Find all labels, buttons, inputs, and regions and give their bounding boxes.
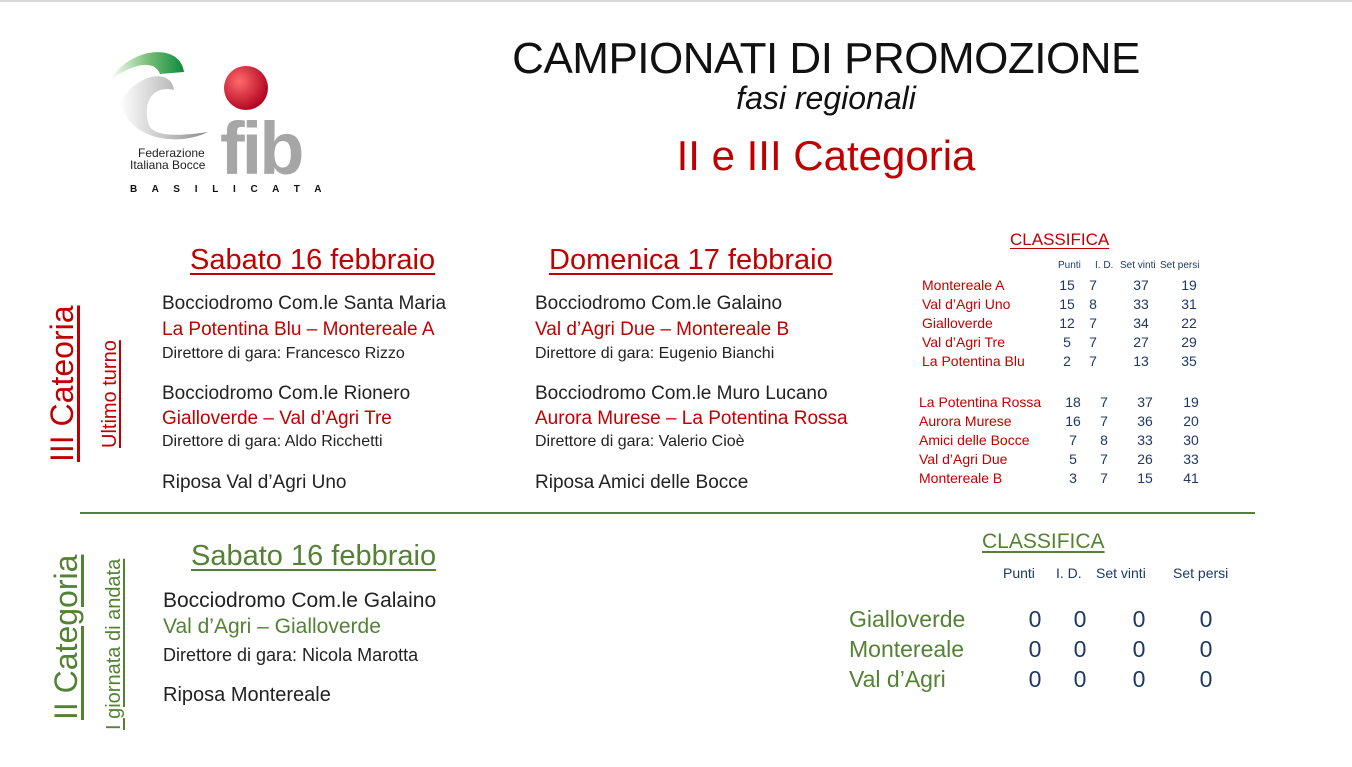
standings-row — [919, 413, 1209, 432]
section2-hdr-persi: Set persi — [1173, 565, 1229, 581]
section3-hdr-id: I. D. — [1095, 260, 1114, 271]
sat-director-2: Direttore di gara: Aldo Ricchetti — [162, 433, 383, 450]
standings-row — [849, 666, 1229, 696]
logo-line2: Italiana Bocce — [130, 158, 206, 172]
standings-row — [919, 394, 1209, 413]
stat-persi: 0 — [1199, 636, 1213, 662]
stat-id: 7 — [1089, 334, 1097, 350]
team-name: La Potentina Rossa — [919, 394, 1042, 410]
stat-punti: 18 — [1065, 394, 1081, 410]
stat-punti: 15 — [1059, 296, 1075, 312]
stat-vinti: 33 — [1133, 296, 1149, 312]
sun-match-2: Aurora Murese – La Potentina Rossa — [535, 408, 848, 429]
stat-persi: 19 — [1181, 277, 1197, 293]
stat-id: 7 — [1100, 413, 1108, 429]
sat-director-1: Direttore di gara: Francesco Rizzo — [162, 345, 405, 362]
section3-vertical-sub: Ultimo turno — [99, 340, 121, 448]
team-name: Amici delle Bocce — [919, 432, 1030, 448]
stat-vinti: 0 — [1132, 606, 1146, 632]
section3-standings-title: CLASSIFICA — [1010, 230, 1110, 249]
stat-persi: 35 — [1181, 353, 1197, 369]
stat-id: 8 — [1100, 432, 1108, 448]
sat-venue-2: Bocciodromo Com.le Rionero — [162, 383, 411, 404]
sat-venue-1: Bocciodromo Com.le Santa Maria — [162, 293, 447, 314]
stat-punti: 0 — [1028, 606, 1042, 632]
section3-hdr-persi: Set persi — [1160, 260, 1200, 271]
stat-vinti: 37 — [1137, 394, 1153, 410]
section2-hdr-vinti: Set vinti — [1096, 565, 1146, 581]
team-name: Montereale B — [919, 470, 1003, 486]
section2-hdr-punti: Punti — [1003, 565, 1035, 581]
stat-punti: 12 — [1059, 315, 1075, 331]
stat-vinti: 0 — [1132, 666, 1146, 692]
team-name: Aurora Murese — [919, 413, 1012, 429]
section3-hdr-punti: Punti — [1058, 260, 1081, 271]
s2-match: Val d’Agri – Gialloverde — [163, 615, 381, 638]
team-name: La Potentina Blu — [922, 353, 1025, 369]
section2-vertical-label: II Categoria — [48, 554, 84, 720]
sun-director-2: Direttore di gara: Valerio Cioè — [535, 433, 745, 450]
stat-punti: 0 — [1028, 636, 1042, 662]
logo-line1: Federazione — [138, 146, 205, 160]
sat-rest: Riposa Val d’Agri Uno — [162, 472, 347, 493]
standings-row — [922, 277, 1212, 296]
team-name: Montereale A — [922, 277, 1005, 293]
stat-persi: 0 — [1199, 606, 1213, 632]
s2-venue: Bocciodromo Com.le Galaino — [163, 589, 437, 612]
standings-row — [849, 636, 1229, 666]
svg-text:fib: fib — [220, 107, 302, 190]
sat-match-1: La Potentina Blu – Montereale A — [162, 319, 435, 340]
sat-match-2: Gialloverde – Val d’Agri Tre — [162, 408, 392, 429]
team-name: Val d’Agri Tre — [922, 334, 1005, 350]
stat-id: 7 — [1100, 451, 1108, 467]
stat-vinti: 26 — [1137, 451, 1153, 467]
team-name: Gialloverde — [849, 606, 966, 632]
stat-id: 0 — [1073, 606, 1087, 632]
stat-vinti: 36 — [1137, 413, 1153, 429]
stat-persi: 20 — [1183, 413, 1199, 429]
stat-punti: 3 — [1069, 470, 1077, 486]
stat-vinti: 13 — [1133, 353, 1149, 369]
page-subtitle: fasi regionali — [736, 80, 916, 116]
stat-vinti: 37 — [1133, 277, 1149, 293]
stat-vinti: 33 — [1137, 432, 1153, 448]
sun-venue-2: Bocciodromo Com.le Muro Lucano — [535, 383, 828, 404]
stat-vinti: 34 — [1133, 315, 1149, 331]
standings-row — [922, 315, 1212, 334]
standings-row — [849, 606, 1229, 636]
stat-vinti: 15 — [1137, 470, 1153, 486]
team-name: Gialloverde — [922, 315, 993, 331]
s2-rest: Riposa Montereale — [163, 684, 331, 706]
stat-punti: 15 — [1059, 277, 1075, 293]
sun-director-1: Direttore di gara: Eugenio Bianchi — [535, 345, 775, 362]
standings-row — [922, 296, 1212, 315]
team-name: Val d’Agri Due — [919, 451, 1008, 467]
logo-region: B A S I L I C A T A — [130, 184, 328, 195]
stat-id: 8 — [1089, 296, 1097, 312]
sun-rest: Riposa Amici delle Bocce — [535, 472, 749, 493]
sat-day-heading: Sabato 16 febbraio — [190, 244, 436, 276]
stat-persi: 29 — [1181, 334, 1197, 350]
stat-id: 7 — [1089, 315, 1097, 331]
stat-id: 7 — [1100, 470, 1108, 486]
sun-venue-1: Bocciodromo Com.le Galaino — [535, 293, 783, 314]
page-title: CAMPIONATI DI PROMOZIONE — [512, 34, 1140, 83]
stat-id: 0 — [1073, 666, 1087, 692]
stat-id: 0 — [1073, 636, 1087, 662]
team-name: Val d’Agri Uno — [922, 296, 1011, 312]
stat-punti: 5 — [1069, 451, 1077, 467]
section2-hdr-id: I. D. — [1056, 565, 1082, 581]
standings-row — [919, 432, 1209, 451]
stat-punti: 5 — [1063, 334, 1071, 350]
stat-punti: 0 — [1028, 666, 1042, 692]
stat-id: 7 — [1100, 394, 1108, 410]
stat-persi: 19 — [1183, 394, 1199, 410]
section3-hdr-vinti: Set vinti — [1120, 260, 1156, 271]
s2-director: Direttore di gara: Nicola Marotta — [163, 645, 419, 665]
standings-row — [919, 451, 1209, 470]
section2-vertical-sub: I giornata di andata — [103, 558, 125, 730]
s2-day-heading: Sabato 16 febbraio — [191, 540, 437, 572]
stat-persi: 31 — [1181, 296, 1197, 312]
stat-vinti: 27 — [1133, 334, 1149, 350]
stat-persi: 30 — [1183, 432, 1199, 448]
stat-id: 7 — [1089, 353, 1097, 369]
page-category: II e III Categoria — [676, 132, 976, 179]
stat-punti: 7 — [1069, 432, 1077, 448]
stat-id: 7 — [1089, 277, 1097, 293]
stat-persi: 22 — [1181, 315, 1197, 331]
stat-persi: 33 — [1183, 451, 1199, 467]
stat-punti: 16 — [1065, 413, 1081, 429]
standings-row — [919, 470, 1209, 489]
section3-vertical-label: III Cateoria — [44, 305, 80, 462]
sun-day-heading: Domenica 17 febbraio — [549, 244, 833, 276]
standings-row — [922, 334, 1212, 353]
sun-match-1: Val d’Agri Due – Montereale B — [535, 319, 790, 340]
stat-punti: 2 — [1063, 353, 1071, 369]
section2-standings-title: CLASSIFICA — [982, 530, 1105, 553]
standings-row — [922, 353, 1212, 372]
stat-persi: 41 — [1183, 470, 1199, 486]
team-name: Val d’Agri — [849, 666, 946, 692]
stat-persi: 0 — [1199, 666, 1213, 692]
stat-vinti: 0 — [1132, 636, 1146, 662]
section-divider — [80, 512, 1255, 514]
top-border — [0, 0, 1352, 2]
team-name: Montereale — [849, 636, 965, 662]
